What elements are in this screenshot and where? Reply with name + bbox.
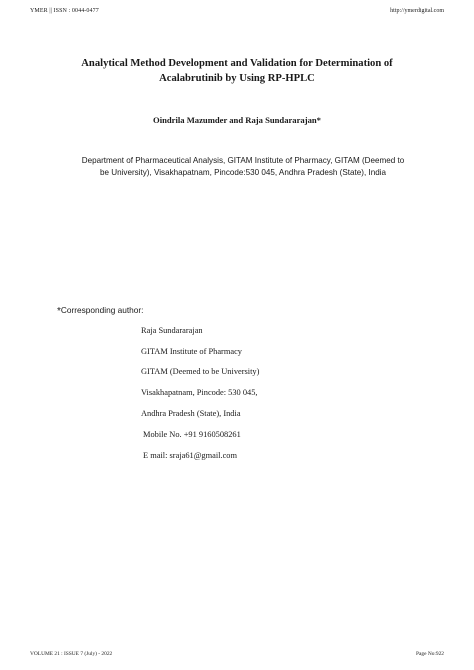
paper-title-line-2: Acalabrutinib by Using RP-HPLC <box>159 73 315 84</box>
corresponding-author-label <box>57 305 143 317</box>
address-city: Visakhapatnam, Pincode: 530 045, <box>141 388 258 397</box>
corresponding-star: * <box>57 306 61 317</box>
author-list: Oindrila Mazumder and Raja Sundararajan* <box>153 115 321 125</box>
affiliation <box>58 155 428 179</box>
paper-title-line-1: Analytical Method Development and Validation for Determination of <box>81 58 393 69</box>
address-institute: GITAM Institute of Pharmacy <box>141 347 242 356</box>
address-university: GITAM (Deemed to be University) <box>141 367 260 376</box>
address-name: Raja Sundararajan <box>141 326 203 335</box>
paper-title <box>40 56 434 86</box>
affiliation-line-2: be University), Visakhapatnam, Pincode:530 045, Andhra Pradesh (State), India <box>100 168 386 177</box>
address-email[interactable]: E mail: sraja61@gmail.com <box>143 451 237 460</box>
address-mobile: Mobile No. +91 9160508261 <box>143 430 241 439</box>
journal-header-left: YMER || ISSN : 0044-0477 <box>30 8 99 14</box>
footer-volume-issue: VOLUME 21 : ISSUE 7 (July) - 2022 <box>30 651 113 657</box>
corresponding-label-text: Corresponding author: <box>60 305 144 315</box>
affiliation-line-1: Department of Pharmaceutical Analysis, GITAM Institute of Pharmacy, GITAM (Deemed to <box>81 156 405 165</box>
footer-page-number: Page No:922 <box>416 651 444 657</box>
journal-header-url[interactable]: http://ymerdigital.com <box>390 8 444 14</box>
address-state: Andhra Pradesh (State), India <box>141 409 241 418</box>
